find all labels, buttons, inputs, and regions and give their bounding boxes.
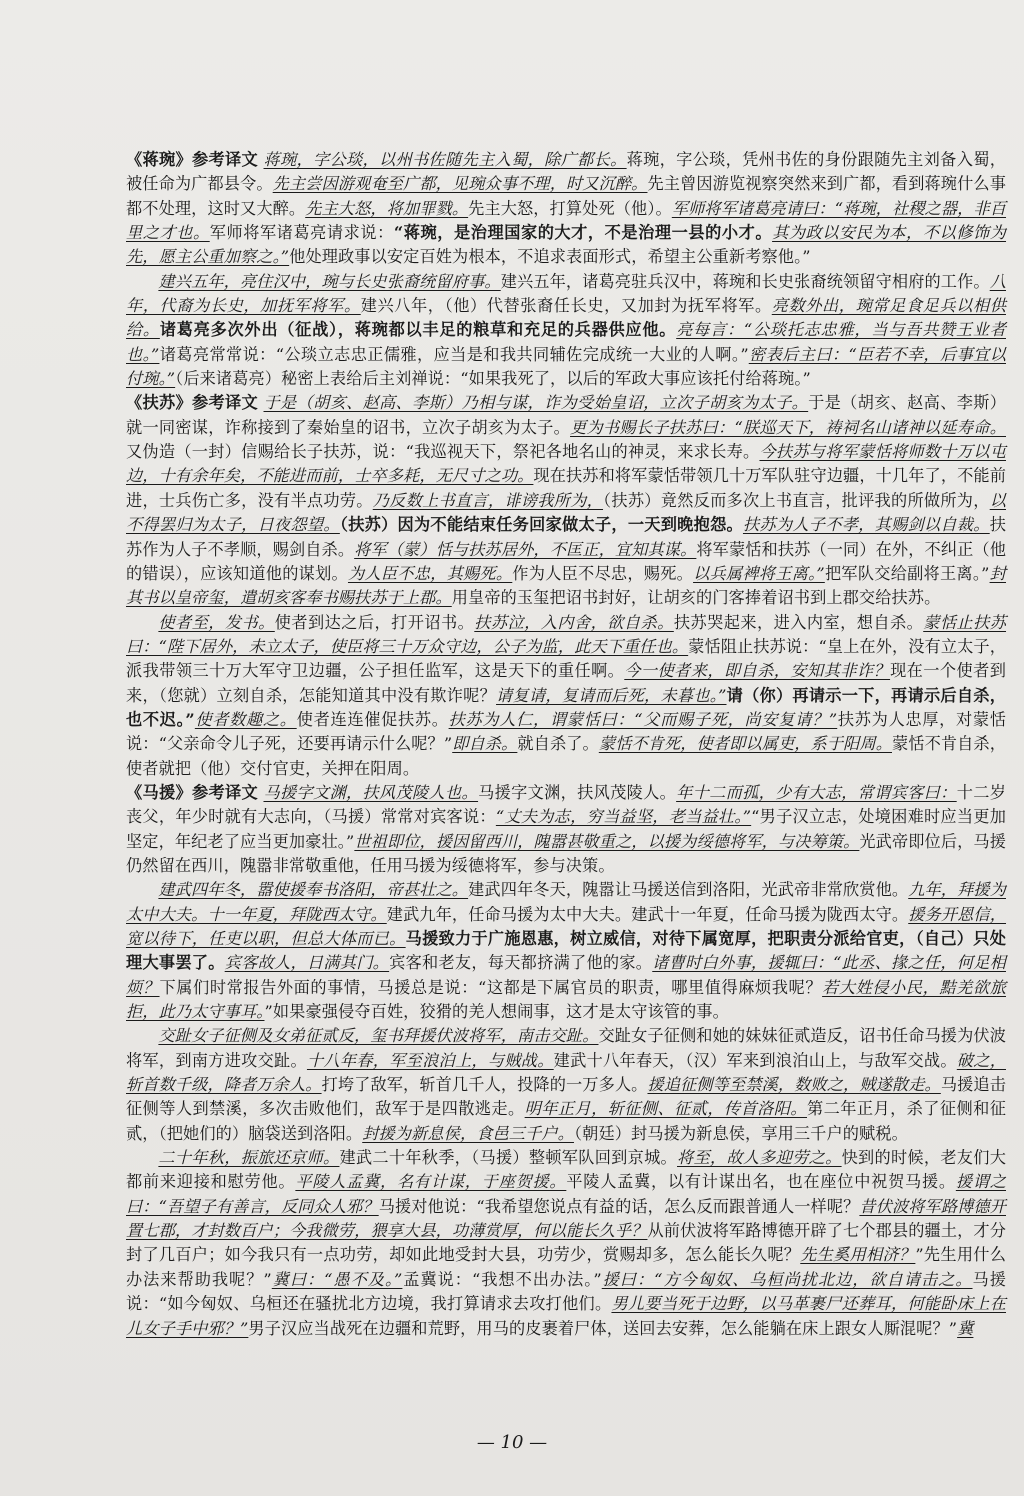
- translation-text: 宾客和老友，每天都挤满了他的家。: [389, 953, 653, 973]
- translation-text: 平陵人孟冀，以有计谋出名，也在座位中祝贺马援。: [566, 1172, 956, 1192]
- translation-text: 扶苏哭起来，进入内室，想自杀。: [673, 612, 924, 632]
- source-sentence: 军师将军诸葛亮请曰：“蒋琬，社稷之器，非百里之才也。: [126, 198, 1007, 243]
- source-sentence: 为人臣不忠，其赐死。: [347, 563, 513, 583]
- translation-text: 就自杀了。: [517, 734, 599, 754]
- source-sentence: 即自杀。: [452, 734, 518, 754]
- translation-text: （扶苏）竟然反而多次上书直言，批评我的所做所为，: [603, 490, 990, 510]
- source-sentence: 宾客故人，日满其门。: [224, 953, 390, 973]
- highlighted-translation: “蒋琬，是治理国家的大才，不是治理一县的小才。: [393, 223, 773, 243]
- source-sentence: “丈夫为志，穷当益坚，老当益壮。”: [495, 807, 752, 827]
- translation-text: 光武帝即位后，马援仍然留在西川，隗嚣非常敬重他，任用马援为绥德将军，参与决策。: [126, 831, 1006, 875]
- source-sentence: 蒙恬止扶苏曰：“陛下居外，未立太子，使臣将三十万众守边，公子为监，此天下重任也。: [126, 612, 1007, 656]
- source-sentence: 将至，故人多迎劳之。: [677, 1148, 842, 1168]
- source-sentence: 马援字文渊，扶风茂陵人也。: [263, 782, 479, 802]
- source-sentence: 建兴五年，亮住汉中，琬与长史张裔统留府事。: [158, 271, 501, 291]
- translation-text: 第二年正月，杀了征侧和征贰，（把她们的）脑袋送到洛阳。: [126, 1099, 1007, 1143]
- source-sentence: 封援为新息侯，食邑三千户。: [362, 1123, 574, 1143]
- translation-text: 用皇帝的玉玺把诏书封好，让胡亥的门客捧着诏书到上郡交给扶苏。: [451, 588, 941, 608]
- section-title: 《蒋琬》参考译文: [126, 150, 259, 169]
- translation-text: 马援追击征侧等人到禁溪，多次击败他们，敌军于是四散逃走。: [126, 1075, 1006, 1119]
- source-sentence: 更为书赐长子扶苏曰：“朕巡天下，祷祠名山诸神以延寿命。: [570, 417, 1006, 437]
- paragraph: [126, 270, 1006, 392]
- source-sentence: 先主尝因游观奄至广都，见琬众事不理，时又沉醉。: [272, 174, 648, 194]
- source-sentence: 援曰：“方今匈奴、乌桓尚扰北边，欲自请击之。: [601, 1269, 973, 1289]
- translation-text: 建武二十年秋季，（马援）整顿军队回到京城。: [339, 1148, 677, 1168]
- source-sentence: 以兵属裨将王离。”: [693, 563, 825, 583]
- source-sentence: 昔伏波将军路博德开置七郡，才封数百户；今我微劳，猥享大县，功薄赏厚，何以能长久乎？: [126, 1196, 1006, 1241]
- translation-text: 先主曾因游览视察突然来到广都，看到蒋琬什么事都不处理，这时又大醉。: [126, 174, 1006, 218]
- translation-text: 快到的时候，老友们大都前来迎接和慰劳他。: [126, 1148, 1007, 1192]
- translation-text: 打垮了敌军，斩首几千人，投降的一万多人。: [321, 1075, 648, 1095]
- translation-text: 现在一个使者到来，（您就）立刻自杀，怎能知道其中没有欺诈呢？: [126, 661, 1007, 705]
- translation-text: 扶苏作为人子不孝顺，赐剑自杀。: [126, 515, 1006, 559]
- source-sentence: 扶苏为人子不孝，其赐剑以自裁。: [742, 515, 990, 535]
- source-sentence: 将军（蒙）恬与扶苏居外，不匡正，宜知其谋。: [354, 539, 697, 559]
- source-sentence: 今扶苏与将军蒙恬将师数十万以屯边，十有余年矣，不能进而前，士卒多耗，无尺寸之功。: [126, 442, 1006, 486]
- translation-text: 建兴五年，诸葛亮驻兵汉中，蒋琬和长史张裔统领留守相府的工作。: [500, 271, 990, 291]
- translation-text: 下属们时常报告外面的事情，马援总是说：“这都是下属官员的职责，哪里值得麻烦我呢？: [159, 977, 823, 997]
- translation-text: 使者到达之后，打开诏书。: [274, 612, 475, 632]
- source-sentence: 亮每言：“公琰托志忠雅，当与吾共赞王业者也。”: [126, 320, 1006, 364]
- source-sentence: 使者至，发书。: [158, 612, 275, 632]
- translation-text: 马援字文渊，扶风茂陵人。: [478, 782, 677, 802]
- translation-text: ”如果豪强侵夺百姓，狡猾的羌人想闹事，这才是太守该管的事。: [264, 1002, 729, 1022]
- source-sentence: 密表后主曰：“臣若不幸，后事宜以付琬。”: [126, 344, 1006, 389]
- source-sentence: 先生奚用相济？: [800, 1245, 916, 1265]
- translation-text: ”先生用什么办法来帮助我呢？”: [126, 1245, 1006, 1289]
- paragraph: [126, 148, 1006, 270]
- source-sentence: 诸曹时白外事，援辄曰：“此丞、掾之任，何足相烦？: [126, 953, 1006, 997]
- translation-text: 男子汉应当战死在边疆和荒野，用马的皮裹着尸体，送回去安葬，怎么能躺在床上跟女人厮混呢？”: [248, 1318, 958, 1338]
- source-sentence: 今一使者来，即自杀，安知其非诈？: [624, 661, 891, 681]
- translation-text: 现在扶苏和将军蒙恬带领几十万军队驻守边疆，十几年了，不能前进，士兵伤亡多，没有半点功劳。: [126, 466, 1006, 510]
- translation-text: 扶苏为人忠厚，对蒙恬说：“父亲命令儿子死，还要再请示什么呢？”: [126, 709, 1007, 754]
- source-sentence: 交趾女子征侧及女弟征贰反，玺书拜援伏波将军，南击交趾。: [158, 1026, 599, 1046]
- translation-text: 他处理政事以安定百姓为根本，不追求表面形式，希望主公重新考察他。”: [289, 247, 811, 267]
- source-sentence: 请复请，复请而后死，未暮也。”: [496, 685, 727, 705]
- translation-text: 孟冀说：“我想不出办法。”: [402, 1269, 602, 1289]
- source-sentence: 援追征侧等至禁溪，数败之，贼遂散走。: [647, 1075, 941, 1095]
- translation-text: 蒋琬，字公琰，凭州书佐的身份跟随先主刘备入蜀，被任命为广都县令。: [126, 150, 1006, 194]
- highlighted-translation: 诸葛亮多次外出（征战），蒋琬都以丰足的粮草和充足的兵器供应他。: [159, 320, 677, 340]
- translation-text: （后来诸葛亮）秘密上表给后主刘禅说：“如果我死了，以后的军政大事应该托付给蒋琬。”: [175, 369, 811, 389]
- source-sentence: 九年，拜援为太中大夫。十一年夏，拜陇西太守。: [126, 880, 1006, 924]
- source-sentence: 于是（胡亥、赵高、李斯）乃相与谋，诈为受始皇诏，立次子胡亥为太子。: [263, 393, 809, 413]
- source-sentence: 援务开恩信，宽以待下，任吏以职，但总大体而已。: [126, 904, 1007, 948]
- paragraph: [126, 611, 1006, 781]
- translation-text: “男子汉立志，处境困难时应当更加坚定，年纪老了应当更加豪壮。”: [126, 807, 1007, 851]
- source-sentence: 世祖即位，援因留西川，隗嚣甚敬重之，以援为绥德将军，与决筹策。: [354, 831, 860, 851]
- section-title: 《马援》参考译文: [126, 782, 259, 802]
- source-sentence: 明年正月，斩征侧、征贰，传首洛阳。: [524, 1099, 808, 1119]
- translation-text: 诸葛亮常常说：“公琰立志忠正儒雅，应当是和我共同辅佐完成统一大业的人啊。”: [159, 344, 749, 364]
- page-number: — 10 —: [476, 1432, 548, 1453]
- source-sentence: 封其书以皇帝玺，遣胡亥客奉书赐扶苏于上郡。: [126, 563, 1006, 608]
- translation-text: 军师将军诸葛亮请求说：: [209, 223, 394, 243]
- source-sentence: 乃反数上书直言，诽谤我所为，: [372, 490, 604, 510]
- translation-text: 建武九年，任命马援为太中大夫。建武十一年夏，任命马援为陇西太守。: [386, 904, 909, 924]
- source-sentence: 年十二而孤，少有大志，常谓宾客曰：: [676, 782, 957, 802]
- highlighted-translation: （扶苏）因为不能结束任务回家做太子，一天到晚抱怨。: [339, 515, 743, 535]
- translation-text: 作为人臣不尽忠，赐死。: [512, 563, 694, 583]
- translation-text: 从前伏波将军路博德开辟了七个郡县的疆土，才分封了几百户；如今我只有一点功劳，却如此地受封大县，功劳少，赏赐却多，怎么能长久呢？: [126, 1221, 1006, 1265]
- source-sentence: 蒋琬，字公琰，以州书佐随先主入蜀，除广都长。: [263, 150, 627, 169]
- source-sentence: 先主大怒，将加罪戮。: [305, 198, 469, 218]
- translation-text: 蒙恬阻止扶苏说：“皇上在外，没有立太子，派我带领三十万大军守卫边疆，公子担任监军，这是天下的重任啊。: [126, 636, 1006, 681]
- source-sentence: 冀: [957, 1318, 974, 1338]
- section-title: 《扶苏》参考译文: [126, 393, 259, 413]
- translation-text: 马援对他说：“我希望您说点有益的话，怎么反而跟普通人一样呢？: [378, 1196, 860, 1216]
- source-sentence: 援谓之曰：“吾望子有善言，反同众人邪？: [126, 1172, 1006, 1216]
- source-sentence: 其为政以安民为本，不以修饰为先，愿主公重加察之。”: [126, 223, 1007, 267]
- source-sentence: 扶苏泣，入内舍，欲自杀。: [474, 612, 674, 632]
- paragraph: [126, 1146, 1006, 1341]
- source-sentence: 十八年春，军至浪泊上，与贼战。: [306, 1050, 554, 1070]
- source-sentence: 建武四年冬，嚣使援奉书洛阳，帝甚壮之。: [158, 880, 469, 900]
- translation-text: 建武四年冬天，隗嚣让马援送信到洛阳，光武帝非常欣赏他。: [468, 880, 909, 900]
- source-sentence: 八年，代裔为长史，加抚军将军。: [126, 271, 1006, 316]
- document-body: [126, 148, 1006, 1341]
- highlighted-translation: 请（你）再请示一下，再请示后自杀，也不迟。”: [126, 685, 1006, 729]
- highlighted-translation: 马援致力于广施恩惠，树立威信，对待下属宽厚，把职责分派给官吏，（自己）只处理大事罢了。: [126, 929, 1006, 973]
- source-sentence: 蒙恬不肯死，使者即以属吏，系于阳周。: [598, 734, 892, 754]
- paragraph: [126, 1024, 1006, 1146]
- translation-text: 使者连连催促扶苏。: [296, 709, 449, 729]
- source-sentence: 若大姓侵小民，黠羌欲旅拒，此乃太守事耳。: [126, 977, 1006, 1022]
- source-sentence: 二十年秋，振旅还京师。: [158, 1148, 340, 1168]
- source-sentence: 平陵人孟冀，名有计谋，于座贺援。: [295, 1172, 567, 1192]
- translation-text: 于是（胡亥、赵高、李斯）就一同密谋，诈称接到了秦始皇的诏书，立次子胡亥为太子。: [126, 393, 1006, 437]
- translation-text: 建兴八年，（他）代替张裔任长史，又加封为抚军将军。: [360, 296, 772, 316]
- translation-text: （朝廷）封马援为新息侯，享用三千户的赋税。: [573, 1123, 908, 1143]
- source-sentence: 冀曰：“愚不及。”: [271, 1269, 403, 1289]
- paragraph: [126, 878, 1006, 1024]
- translation-text: 建武十八年春天，（汉）军来到浪泊山上，与敌军交战。: [553, 1050, 957, 1070]
- translation-text: 十二岁丧父，年少时就有大志向，（马援）常常对宾客说：: [126, 782, 1006, 827]
- paragraph: [126, 391, 1006, 610]
- source-sentence: 扶苏为人仁，谓蒙恬曰：“父而赐子死，尚安复请？”: [448, 709, 838, 729]
- translation-text: 又伪造（一封）信赐给长子扶苏，说：“我巡视天下，祭祀各地名山的神灵，来求长寿。: [126, 442, 760, 462]
- translation-text: 将军蒙恬和扶苏（一同）在外，不纠正（他的错误），应该知道他的谋划。: [126, 539, 1006, 583]
- translation-text: 马援说：“如今匈奴、乌桓还在骚扰北方边境，我打算请求去攻打他们。: [126, 1269, 1006, 1314]
- source-sentence: 男儿要当死于边野，以马革裹尸还葬耳，何能卧床上在儿女子手中邪？”: [126, 1294, 1006, 1338]
- source-sentence: 使者数趣之。: [194, 709, 297, 729]
- translation-text: 先主大怒，打算处死（他）。: [468, 198, 672, 218]
- source-sentence: 以不得罢归为太子，日夜怨望。: [126, 490, 1006, 535]
- translation-text: 把军队交给副将王离。”: [824, 563, 990, 583]
- translation-text: 交趾女子征侧和她的妹妹征贰造反，诏书任命马援为伏波将军，到南方进攻交趾。: [126, 1026, 1006, 1070]
- paragraph: [126, 781, 1006, 878]
- source-sentence: 亮数外出，琬常足食足兵以相供给。: [126, 296, 1006, 340]
- translation-text: 蒙恬不肯自杀，使者就把（他）交付官吏，关押在阳周。: [126, 734, 1007, 778]
- source-sentence: 破之，斩首数千级，降者万余人。: [126, 1050, 1006, 1095]
